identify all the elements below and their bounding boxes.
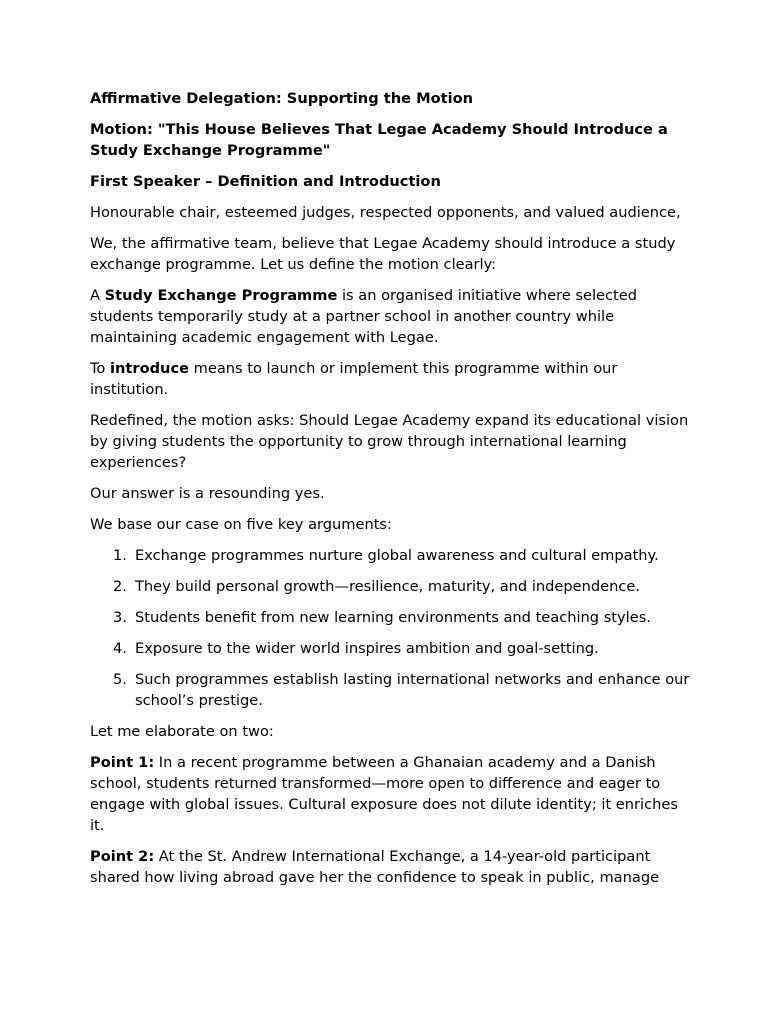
definition-text: means to launch or implement this programme within our institution.: [90, 360, 618, 398]
point1-paragraph: [90, 752, 690, 836]
point2-paragraph: [90, 846, 690, 888]
definition-prefix: A: [90, 287, 105, 304]
list-item-text: Exchange programmes nurture global awareness and cultural empathy.: [135, 547, 659, 564]
definition-exchange-paragraph: [90, 285, 690, 348]
definition-term: introduce: [110, 360, 189, 377]
list-item-number: 5.: [113, 671, 127, 688]
intro-paragraph: We, the affirmative team, believe that Legae Academy should introduce a study exchange programme. Let us define the motion clearly:: [90, 235, 676, 273]
arguments-intro-paragraph: We base our case on five key arguments:: [90, 516, 392, 533]
document-page: [90, 88, 690, 898]
list-item-number: 1.: [113, 547, 127, 564]
list-item-text: Students benefit from new learning environments and teaching styles.: [135, 609, 651, 626]
point-label: Point 1:: [90, 754, 155, 771]
point-text: At the St. Andrew International Exchange, a 14-year-old participant shared how living abroad gave her the confidence to speak in public, manage: [90, 848, 660, 886]
document-title: Affirmative Delegation: Supporting the Motion: [90, 90, 474, 107]
list-item-text: They build personal growth—resilience, maturity, and independence.: [135, 578, 640, 595]
list-item: [90, 638, 690, 659]
definition-term: Study Exchange Programme: [104, 287, 338, 304]
point-text: In a recent programme between a Ghanaian academy and a Danish school, students returned transformed—more open to difference and eager to engage with global issues. Cultural exposure does not dilute identity; it enriches it.: [90, 754, 678, 834]
elaborate-paragraph: Let me elaborate on two:: [90, 723, 274, 740]
definition-text: is an organised initiative where selected students temporarily study at a partner school in another country while maintaining academic engagement with Legae.: [90, 287, 637, 346]
list-item-text: Such programmes establish lasting international networks and enhance our school’s prestige.: [135, 671, 690, 709]
motion-statement: Motion: "This House Believes That Legae Academy Should Introduce a Study Exchange Programme": [90, 121, 668, 159]
list-item-number: 4.: [113, 640, 127, 657]
list-item-text: Exposure to the wider world inspires ambition and goal-setting.: [135, 640, 599, 657]
greeting-paragraph: Honourable chair, esteemed judges, respected opponents, and valued audience,: [90, 204, 681, 221]
definition-introduce-paragraph: [90, 358, 690, 400]
list-item: [90, 669, 690, 711]
list-item-number: 3.: [113, 609, 127, 626]
answer-paragraph: Our answer is a resounding yes.: [90, 485, 325, 502]
list-item: [90, 607, 690, 628]
definition-prefix: To: [90, 360, 111, 377]
speaker-heading: First Speaker – Definition and Introduction: [90, 173, 441, 190]
redefined-paragraph: Redefined, the motion asks: Should Legae Academy expand its educational vision by giving students the opportunity to grow through international learning experiences?: [90, 412, 689, 471]
list-item: [90, 545, 690, 566]
arguments-list: [90, 545, 690, 711]
point-label: Point 2:: [90, 848, 155, 865]
list-item-number: 2.: [113, 578, 127, 595]
list-item: [90, 576, 690, 597]
